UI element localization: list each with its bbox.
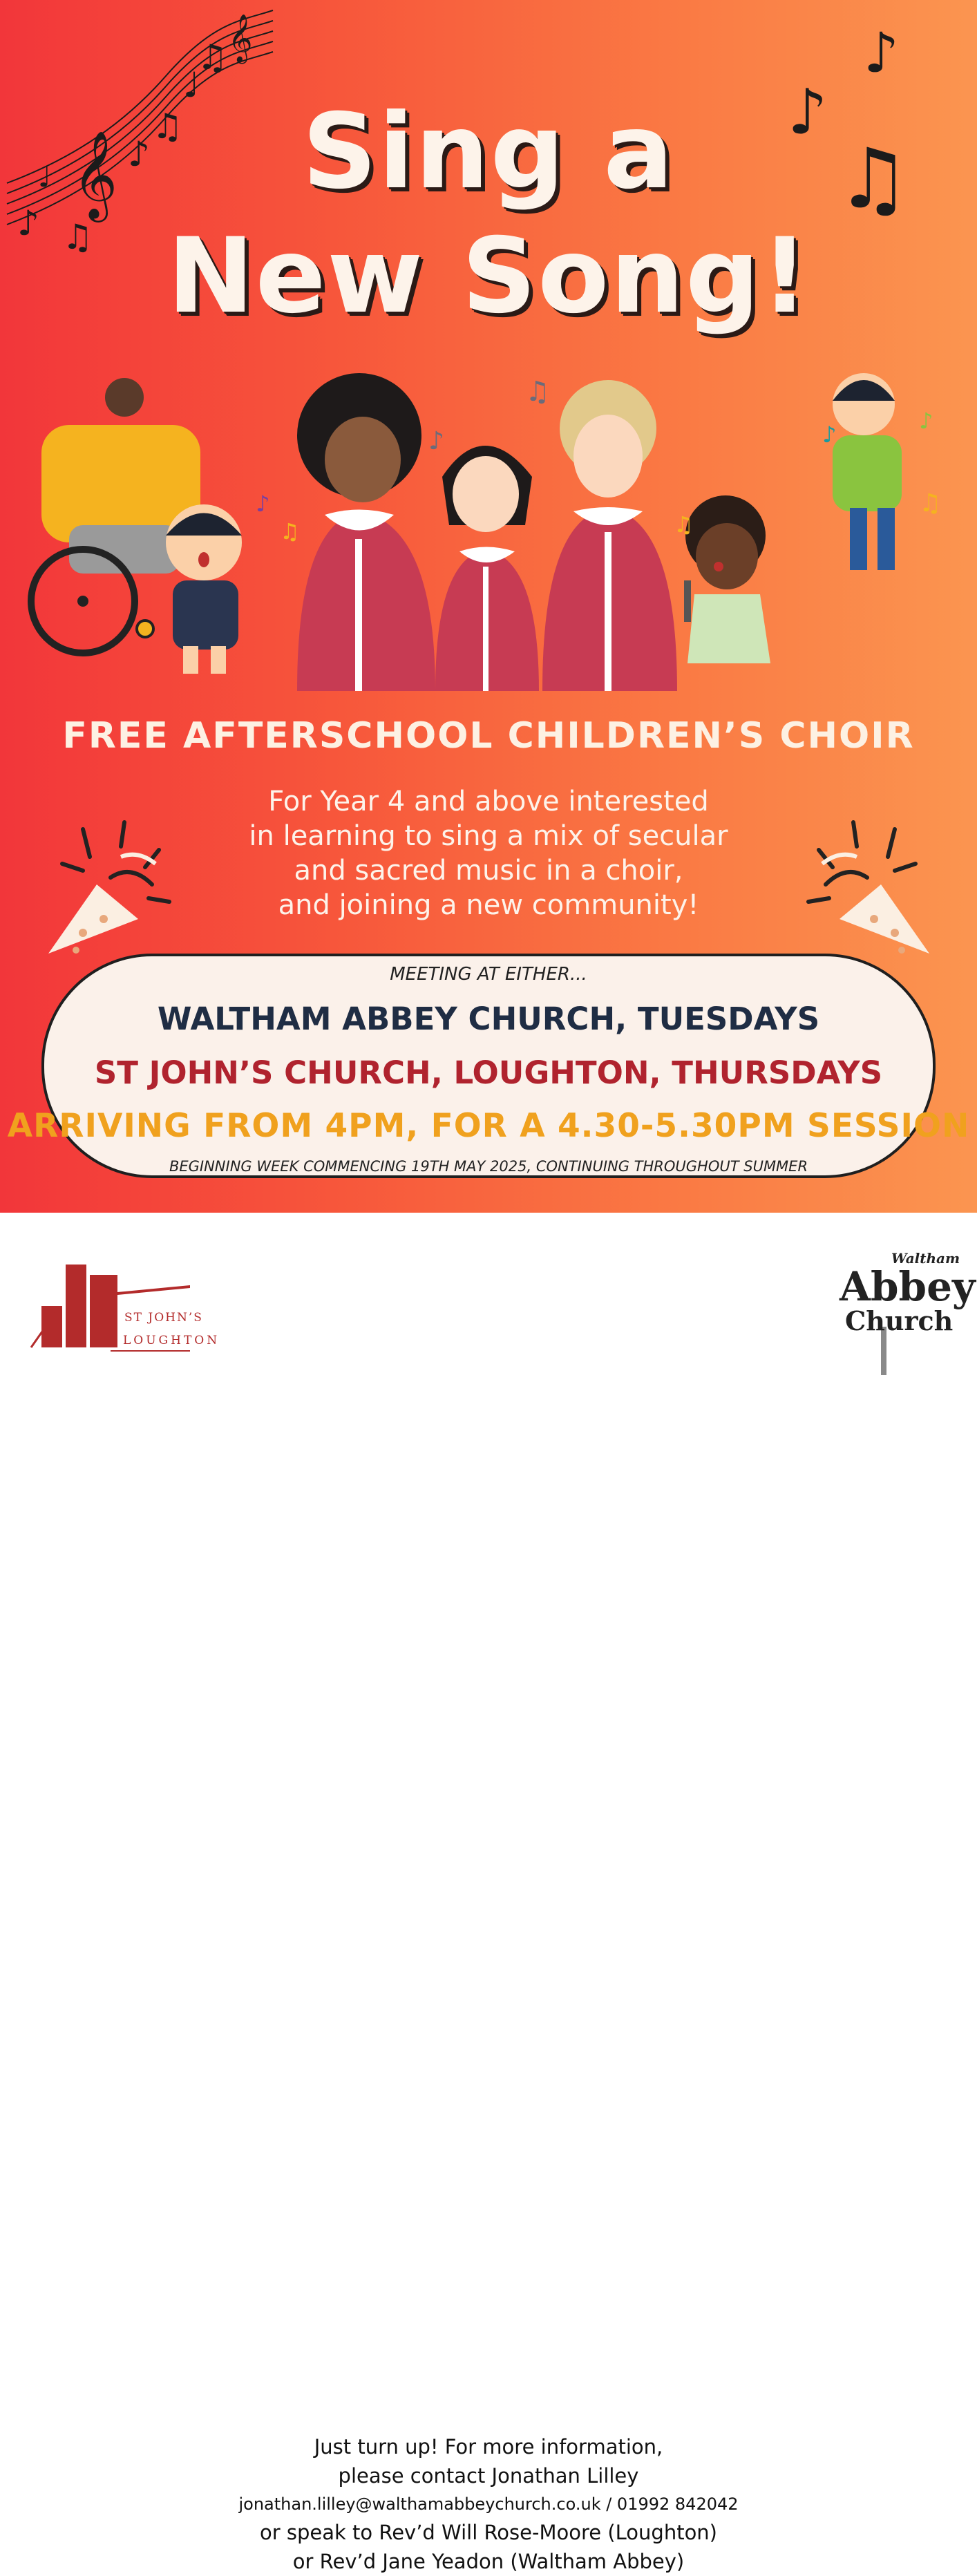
st-johns-logo — [28, 1251, 220, 1354]
intro-line: and joining a new community! — [278, 889, 699, 921]
choir-headline: FREE AFTERSCHOOL CHILDREN’S CHOIR — [62, 715, 915, 757]
contact-line: please contact Jonathan Lilley — [338, 2464, 639, 2488]
svg-text:♫: ♫ — [280, 518, 300, 544]
contact-line: Just turn up! For more information, — [314, 2435, 663, 2459]
girl-singer-figure — [684, 495, 770, 663]
svg-text:𝄞: 𝄞 — [73, 130, 118, 218]
choir-illustration — [28, 373, 954, 691]
svg-text:♫: ♫ — [152, 106, 183, 146]
poster — [0, 0, 977, 1213]
intro-line: For Year 4 and above interested — [268, 786, 709, 817]
svg-text:♩: ♩ — [38, 162, 51, 193]
arrival-time: ARRIVING FROM 4PM, FOR A 4.30-5.30PM SESSION — [7, 1107, 970, 1145]
svg-text:♫: ♫ — [62, 217, 93, 257]
intro-line: and sacred music in a choir, — [294, 855, 683, 887]
boy-with-mic-figure — [833, 373, 902, 570]
stjohns-logo-line1: ST JOHN’S — [124, 1311, 203, 1325]
svg-text:♪: ♪ — [428, 427, 444, 455]
abbey-logo-bottom: Church — [845, 1305, 954, 1336]
svg-text:♫: ♫ — [674, 511, 694, 538]
party-popper-icon — [784, 808, 936, 960]
location-st-johns: ST JOHN’S CHURCH, LOUGHTON, THURSDAYS — [94, 1054, 883, 1091]
svg-text:♪: ♪ — [128, 134, 150, 174]
abbey-logo-top: Waltham — [891, 1250, 960, 1267]
choir-singer-middle-figure — [435, 446, 539, 691]
svg-text:♫: ♫ — [919, 489, 942, 518]
svg-text:♫: ♫ — [525, 376, 550, 408]
intro-line: in learning to sing a mix of secular — [249, 820, 728, 852]
contact-email-phone[interactable]: jonathan.lilley@walthamabbeychurch.co.uk / 01992 842042 — [238, 2494, 739, 2514]
stjohns-logo-line2: LOUGHTON — [123, 1334, 220, 1347]
choir-singer-right-figure — [542, 380, 677, 691]
intro-text — [193, 784, 784, 922]
choir-singer-left-figure — [297, 373, 435, 691]
contact-line: or speak to Rev’d Will Rose-Moore (Loughton) — [259, 2521, 717, 2544]
contact-info — [200, 2432, 777, 2576]
start-date: BEGINNING WEEK COMMENCING 19TH MAY 2025, CONTINUING THROUGHOUT SUMMER — [169, 1158, 808, 1175]
music-note-icon: ♪ — [788, 76, 828, 149]
music-note-icon: ♫ — [836, 131, 911, 227]
svg-text:♫: ♫ — [197, 37, 228, 77]
title-line-2: New Song! — [167, 216, 810, 337]
boy-singer-figure — [166, 504, 242, 674]
abbey-logo-main: Abbey — [840, 1263, 976, 1310]
svg-text:𝄞: 𝄞 — [228, 14, 253, 62]
svg-text:♪: ♪ — [822, 422, 837, 448]
svg-text:♪: ♪ — [919, 408, 933, 434]
meeting-label: MEETING AT EITHER... — [390, 964, 587, 985]
svg-text:♪: ♪ — [17, 203, 39, 243]
music-note-icon: ♪ — [864, 21, 900, 85]
svg-text:♪: ♪ — [256, 491, 270, 517]
location-waltham-abbey: WALTHAM ABBEY CHURCH, TUESDAYS — [157, 1001, 820, 1037]
svg-text:♩: ♩ — [183, 65, 200, 105]
party-popper-icon — [41, 808, 193, 960]
waltham-abbey-logo — [833, 1237, 976, 1375]
footer — [0, 1213, 977, 2573]
title-line-1: Sing a — [302, 92, 675, 212]
contact-line: or Rev’d Jane Yeadon (Waltham Abbey) — [292, 2550, 685, 2573]
